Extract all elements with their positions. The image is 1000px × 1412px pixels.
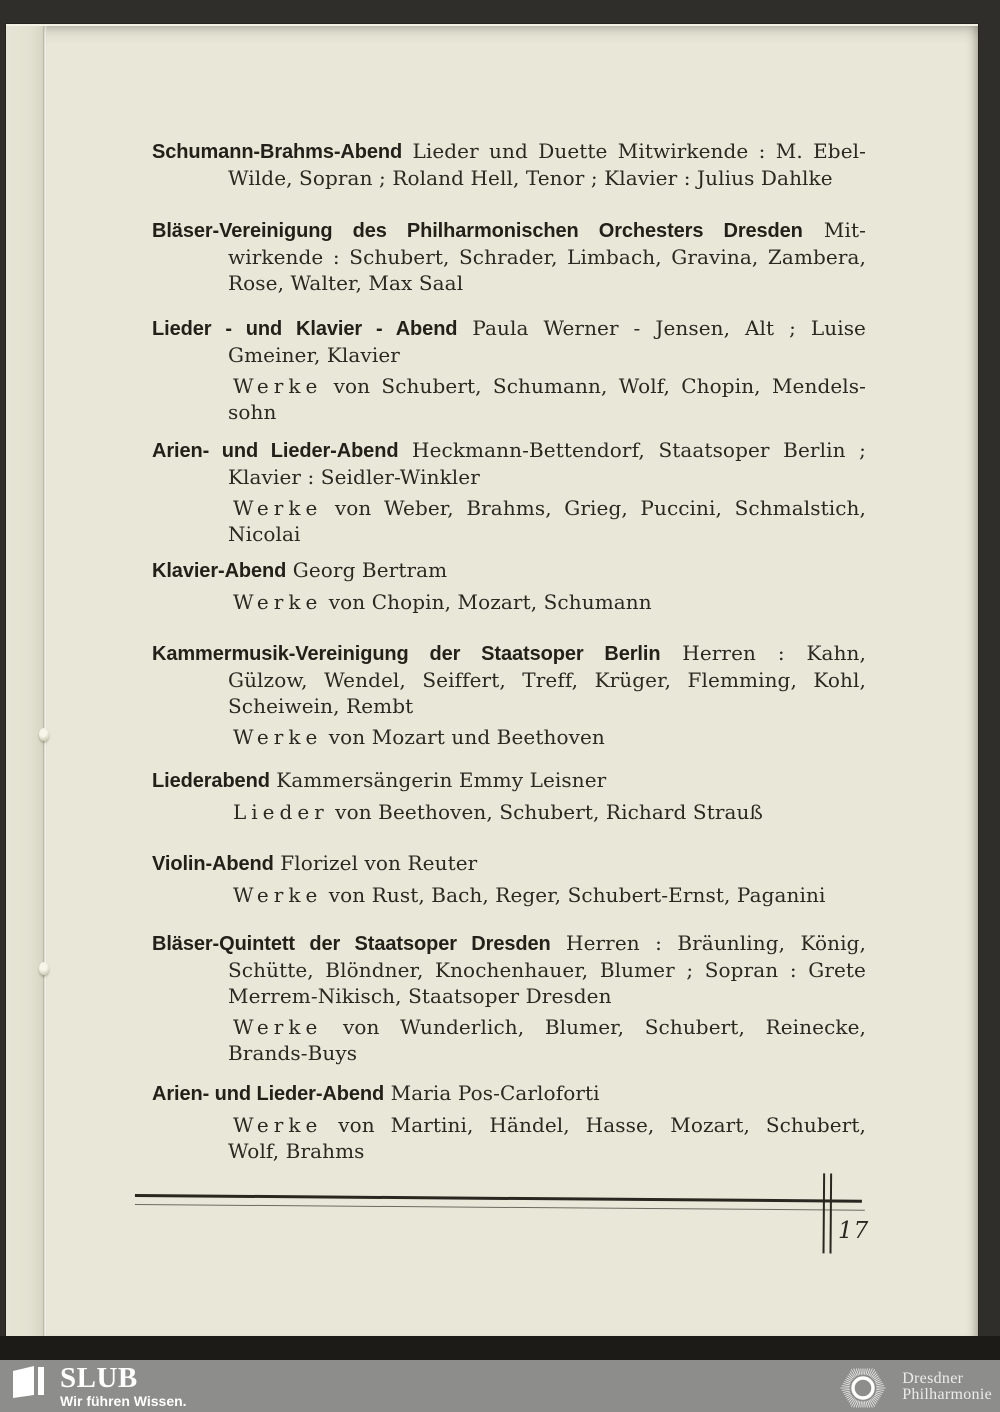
concert-entry xyxy=(152,767,866,825)
event-title: Klavier-Abend xyxy=(152,560,287,582)
concert-entry xyxy=(152,315,866,425)
text-line: Bläser-Quintett der Staatsoper Dresden Herren : Bräunling, König, xyxy=(152,931,866,955)
event-title: Arien- und Lieder-Abend xyxy=(152,1083,385,1105)
text-line: Merrem-Nikisch, Staatsoper Dresden xyxy=(228,984,612,1008)
slub-wordmark: SLUB xyxy=(60,1362,138,1394)
text-line: Brands-Buys xyxy=(228,1041,358,1065)
philharmonie-line2: Philharmonie xyxy=(902,1386,992,1403)
text-line: Gmeiner, Klavier xyxy=(228,343,400,367)
slub-tagline: Wir führen Wissen. xyxy=(60,1393,187,1409)
page-gutter xyxy=(6,26,44,1338)
register-mark xyxy=(830,1173,833,1253)
end-rule xyxy=(134,1188,864,1258)
footer-bar xyxy=(0,1360,1000,1412)
event-title: Schumann-Brahms-Abend xyxy=(152,141,403,163)
event-title: Liederabend xyxy=(152,770,270,792)
sunburst-icon xyxy=(836,1361,890,1412)
spaced-word: Werke xyxy=(233,883,323,907)
event-title: Bläser-Vereinigung des Philharmonischen Orchesters Dresden xyxy=(152,220,803,242)
text-line: Liederabend Kammersängerin Emmy Leisner xyxy=(152,768,607,792)
event-title: Bläser-Quintett der Staatsoper Dresden xyxy=(152,933,551,955)
concert-entry xyxy=(152,850,866,908)
text-line: Lieder - und Klavier - Abend Paula Werner - Jensen, Alt ; Luise xyxy=(152,316,866,340)
binding-fold xyxy=(43,26,47,1338)
text-line: Werke von Weber, Brahms, Grieg, Puccini, Schmalstich, xyxy=(233,496,866,520)
event-title: Arien- und Lieder-Abend xyxy=(152,440,399,462)
text-line: Rose, Walter, Max Saal xyxy=(228,271,464,295)
register-mark xyxy=(823,1173,826,1253)
text-line: Schumann-Brahms-Abend Lieder und Duette Mitwirkende : M. Ebel- xyxy=(152,139,866,163)
text-line: Werke von Wunderlich, Blumer, Schubert, Reinecke, xyxy=(233,1015,866,1039)
concert-entry xyxy=(152,640,866,750)
concert-entry xyxy=(152,930,866,1066)
event-title: Lieder - und Klavier - Abend xyxy=(152,318,458,340)
spaced-word: Werke xyxy=(233,590,323,614)
text-line: Schütte, Blöndner, Knochenhauer, Blumer ; Sopran : Grete xyxy=(228,958,866,982)
philharmonie-logo xyxy=(836,1360,992,1412)
text-line: Werke von Schubert, Schumann, Wolf, Chopin, Mendels- xyxy=(233,374,866,398)
event-title: Kammermusik-Vereinigung der Staatsoper Berlin xyxy=(152,643,661,665)
page-number: 17 xyxy=(838,1218,870,1244)
text-line: Wolf, Brahms xyxy=(228,1139,365,1163)
event-title: Violin-Abend xyxy=(152,853,274,875)
text-line: Werke von Martini, Händel, Hasse, Mozart, Schubert, xyxy=(233,1113,866,1137)
spaced-word: Werke xyxy=(233,725,323,749)
binding-hole xyxy=(39,728,49,741)
concert-entry xyxy=(152,1080,866,1164)
text-line: Wilde, Sopran ; Roland Hell, Tenor ; Klavier : Julius Dahlke xyxy=(228,166,833,190)
text-line: Gülzow, Wendel, Seiffert, Treff, Krüger, Flemming, Kohl, xyxy=(228,668,866,692)
text-line: Nicolai xyxy=(228,522,301,546)
text-line: Bläser-Vereinigung des Philharmonischen Orchesters Dresden Mit- xyxy=(152,218,866,242)
text-line: wirkende : Schubert, Schrader, Limbach, Gravina, Zambera, xyxy=(228,245,866,269)
text-line: Klavier : Seidler-Winkler xyxy=(228,465,480,489)
sunburst-rays xyxy=(841,1369,886,1408)
text-line: Arien- und Lieder-Abend Maria Pos-Carloforti xyxy=(152,1081,600,1105)
text-line: Werke von Rust, Bach, Reger, Schubert-Ernst, Paganini xyxy=(233,883,826,907)
concert-entry xyxy=(152,557,866,615)
philharmonie-name xyxy=(902,1371,992,1403)
spaced-word: Werke xyxy=(233,496,323,520)
spaced-word: Werke xyxy=(233,1113,323,1137)
binding-hole xyxy=(39,962,49,975)
slub-logo xyxy=(12,1363,187,1409)
text-line: sohn xyxy=(228,400,277,424)
text-line: Violin-Abend Florizel von Reuter xyxy=(152,851,478,875)
entries xyxy=(152,138,866,1164)
sunburst-ring xyxy=(853,1378,873,1398)
text-line: Kammermusik-Vereinigung der Staatsoper Berlin Herren : Kahn, xyxy=(152,641,866,665)
text-line: Werke von Chopin, Mozart, Schumann xyxy=(233,590,652,614)
spaced-word: Werke xyxy=(233,374,323,398)
footer-divider-bar xyxy=(0,1336,1000,1360)
text-line: Klavier-Abend Georg Bertram xyxy=(152,558,448,582)
text-line: Arien- und Lieder-Abend Heckmann-Bettendorf, Staatsoper Berlin ; xyxy=(152,438,866,462)
spaced-word: Werke xyxy=(233,1015,323,1039)
concert-entry xyxy=(152,217,866,296)
rule-thin-line xyxy=(135,1204,865,1211)
philharmonie-line1: Dresdner xyxy=(902,1370,964,1387)
rule-thick-line xyxy=(135,1194,862,1203)
text-line: Scheiwein, Rembt xyxy=(228,694,414,718)
spaced-word: Lieder xyxy=(233,800,329,824)
text-line: Werke von Mozart und Beethoven xyxy=(233,725,605,749)
concert-entry xyxy=(152,138,866,191)
concert-entry xyxy=(152,437,866,547)
open-book-icon xyxy=(12,1365,46,1399)
text-line: Lieder von Beethoven, Schubert, Richard Strauß xyxy=(233,800,763,824)
